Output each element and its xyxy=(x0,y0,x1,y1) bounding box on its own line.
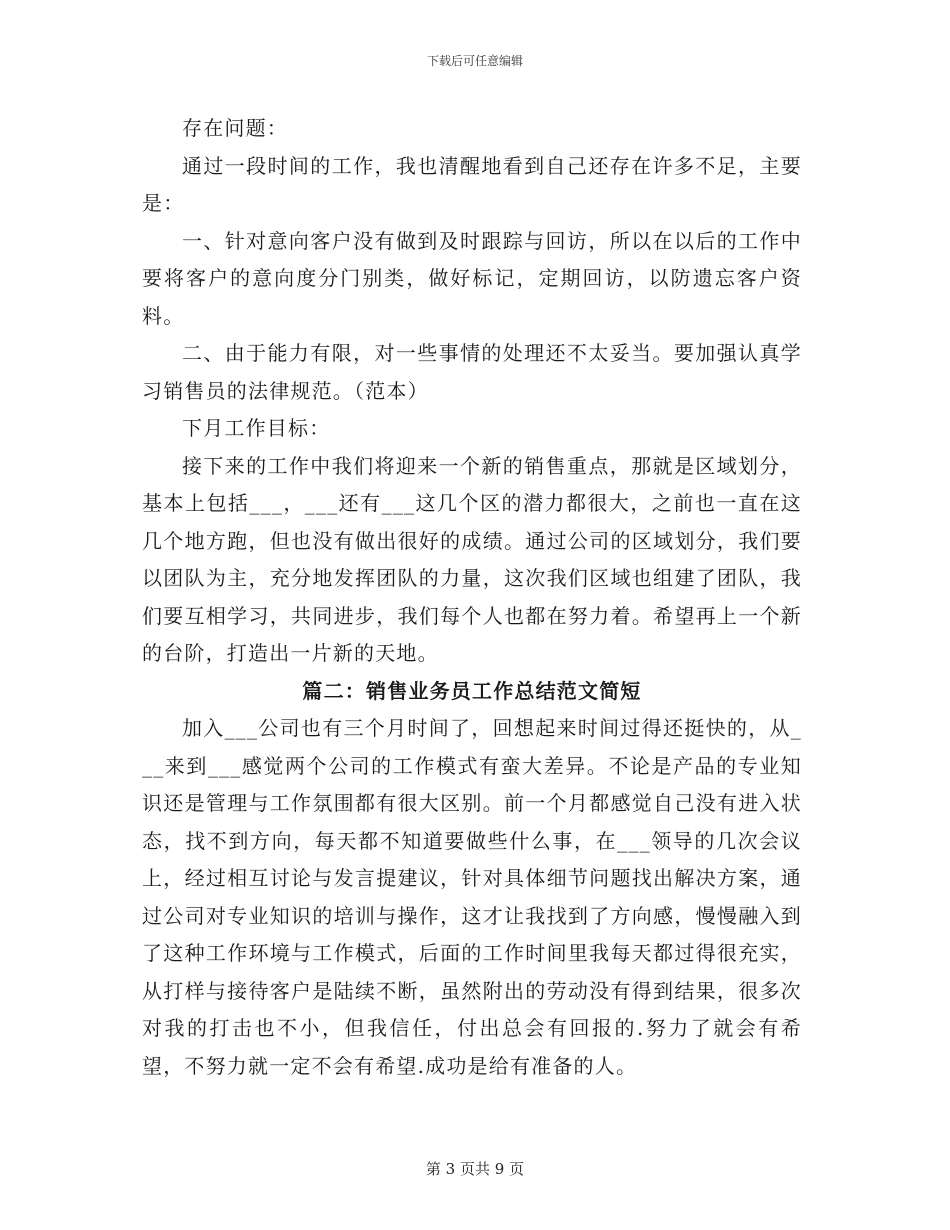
paragraph-goals-body: 接下来的工作中我们将迎来一个新的销售重点，那就是区域划分，基本上包括___，___还有___这几个区的潜力都很大，之前也一直在这几个地方跑，但也没有做出很好的成绩。通过公司的区域划分，我们要以团队为主，充分地发挥团队的力量，这次我们区域也组建了团队，我们要互相学习，共同进步，我们每个人也都在努力着。希望再上一个新的台阶，打造出一片新的天地。 xyxy=(142,453,802,665)
page-header: 下载后可任意编辑 xyxy=(426,54,523,68)
paragraph-section-body: 加入___公司也有三个月时间了，回想起来时间过得还挺快的，从___来到___感觉两个公司的工作模式有蛮大差异。不论是产品的专业知识还是管理与工作氛围都有很大区别。前一个月都感觉自己没有进入状态，找不到方向，每天都不知道要做些什么事，在___领导的几次会议上，经过相互讨论与发言提建议，针对具体细节问题找出解决方案，通过公司对专业知识的培训与操作，这才让我找到了方向感，慢慢融入到了这种工作环境与工作模式，后面的工作时间里我每天都过得很充实，从打样与接待客户是陆续不断，虽然附出的劳动没有得到结果，很多次对我的打击也不小，但我信任，付出总会有回报的.努力了就会有希望，不努力就一定不会有希望.成功是给有准备的人。 xyxy=(142,716,802,1078)
page-number: 第 3 页共 9 页 xyxy=(425,1160,525,1178)
document-body xyxy=(142,110,802,1085)
paragraph-problem-one: 一、针对意向客户没有做到及时跟踪与回访，所以在以后的工作中要将客户的意向度分门别类，做好标记，定期回访，以防遗忘客户资料。 xyxy=(142,228,802,328)
paragraph-problems-heading: 存在问题： xyxy=(182,116,288,140)
paragraph-problems-intro: 通过一段时间的工作，我也清醒地看到自己还存在许多不足，主要是： xyxy=(142,153,802,215)
paragraph-problem-two: 二、由于能力有限，对一些事情的处理还不太妥当。要加强认真学习销售员的法律规范。（范本） xyxy=(142,341,802,403)
section-title: 篇二：销售业务员工作总结范文简短 xyxy=(302,678,642,703)
paragraph-goals-heading: 下月工作目标： xyxy=(182,416,331,440)
